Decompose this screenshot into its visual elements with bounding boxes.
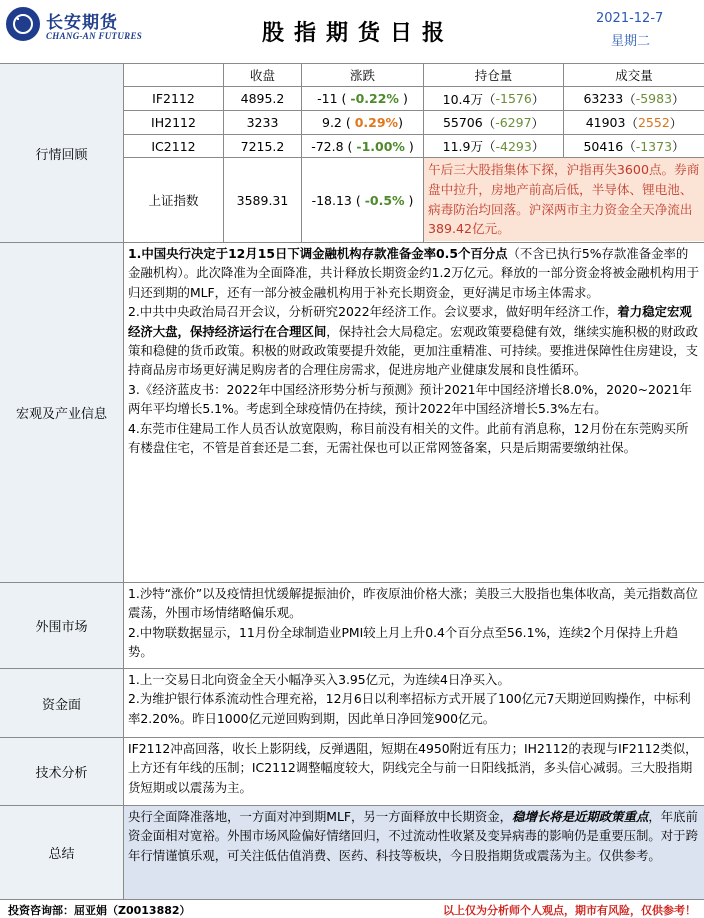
close-value: 4895.2 [224,87,302,111]
section-external [0,583,704,669]
index-change: -18.13 ( -0.5% ) [302,158,424,242]
section-macro [0,243,704,583]
section-label: 技术分析 [0,738,124,805]
col-header-close: 收盘 [224,64,302,87]
change-cell: -72.8 ( -1.00% ) [302,135,424,158]
paragraph: 1.上一交易日北向资金全天小幅净买入3.95亿元，为连续4日净买入。 [128,672,510,687]
paragraph: 2.为维护银行体系流动性合理充裕，12月6日以利率招标方式开展了100亿元7天期逆回购操作，中标利率2.20%。昨日1000亿元逆回购到期，因此单日净回笼900亿元。 [128,691,691,726]
changan-logo-icon [6,7,40,41]
paragraph: 1.沙特“涨价”以及疫情担忧缓解提振油价，昨夜原油价格大涨；美股三大股指也集体收高，美元指数高位震荡，外围市场情绪略偏乐观。 [128,586,698,621]
paragraph: 央行全面降准落地，一方面对冲到期MLF，另一方面释放中长期资金，稳增长将是近期政策重点，年底前资金面相对宽裕。外围市场风险偏好情绪回归，不过流动性收紧及变异病毒的影响仍是重要压制。对于跨年行情谨慎乐观，可关注低估值消费、医药、科技等板块，今日股指期货或震荡为主。仅供参考。 [128,809,698,863]
paragraph: 3.《经济蓝皮书：2022年中国经济形势分析与预测》预计2021年中国经济增长8.0%，2020~2021年两年平均增长5.1%。考虑到全球疫情仍在持续，预计2022年中国经济增长5.3%左右。 [128,381,692,417]
section-content [124,806,704,899]
section-technical [0,738,704,806]
change-cell: -11 ( -0.22% ) [302,87,424,111]
contract-name: IC2112 [124,135,224,158]
paragraph: 4.东莞市住建局工作人员否认放宽限购，称目前没有相关的文件。此前有消息称，12月份在东莞购买所有楼盘住宅，不管是首套还是二套，无需社保也可以正常网签备案，只是后期需要缴纳社保。 [128,420,689,456]
paragraph: IF2112冲高回落，收长上影阴线，反弹遇阻，短期在4950附近有压力；IH2112的表现与IF2112类似，上方还有年线的压制；IC2112调整幅度较大，阴线完全与前一日阳线抵消，多头信心减弱。三大股指期货短期或以震荡为主。 [128,741,698,795]
section-content [124,583,704,668]
paragraph: 2.中物联数据显示，11月份全球制造业PMI较上月上升0.4个百分点至56.1%，连续2个月保持上升趋势。 [128,624,679,660]
section-funds [0,669,704,738]
brand-name-cn: 长安期货 [46,13,118,33]
section-content [124,738,704,805]
contract-name: IF2112 [124,87,224,111]
report-table [0,63,704,863]
close-value: 3233 [224,111,302,135]
open-interest-cell: 10.4万 （ -1576 ） [424,87,564,111]
section-content [124,669,704,737]
close-value: 7215.2 [224,135,302,158]
report-header [0,0,704,63]
table-header-corner [124,64,224,87]
report-footer [0,900,704,918]
section-label: 行情回顾 [0,64,124,242]
col-header-open-interest: 持仓量 [424,64,564,87]
paragraph: 1.中国央行决定于12月15日下调金融机构存款准备金率0.5个百分点（不含已执行5%存款准备金率的金融机构）。此次降准为全面降准，共计释放长期资金约1.2万亿元。释放的一部分资金将被金融机构用于归还到期的MLF，还有一部分被金融机构用于补充长期资金，更好满足市场主体需求。 [128,246,700,300]
index-close: 3589.31 [224,158,302,242]
volume-cell: 41903 （ 2552 ） [564,111,704,135]
open-interest-cell: 11.9万 （ -4293 ） [424,135,564,158]
index-name: 上证指数 [124,158,224,242]
market-comment: 午后三大股指集体下探，沪指再失3600点。券商盘中拉升，房地产前高后低，半导体、锂电池、病毒防治均回落。沪深两市主力资金全天净流出389.42亿元。 [424,158,704,241]
contract-name: IH2112 [124,111,224,135]
brand-name-en: CHANG-AN FUTURES [46,31,143,41]
report-title: 股指期货日报 [262,21,455,46]
paragraph: 2.中共中央政治局召开会议，分析研究2022年经济工作。会议要求，做好明年经济工作，着力稳定宏观经济大盘，保持经济运行在合理区间，保持社会大局稳定。宏观政策要稳健有效，继续实施积极的财政政策和稳健的货币政策。积极的财政政策要提升效能，更加注重精准、可持续。要推进保障性住房建设，支持商品房市场更好满足购房者的合理住房需求，促进房地产业健康发展和良性循环。 [128,304,698,378]
section-label: 外围市场 [0,583,124,668]
col-header-volume: 成交量 [564,64,704,87]
report-weekday: 星期二 [611,34,651,49]
volume-cell: 50416 （ -1373 ） [564,135,704,158]
section-content [124,243,704,582]
analyst-credit: 投资咨询部：屈亚娟（Z0013882） [8,904,191,917]
section-summary [0,806,704,900]
change-cell: 9.2 ( 0.29% ) [302,111,424,135]
open-interest-cell: 55706 （ -6297 ） [424,111,564,135]
col-header-change: 涨跌 [302,64,424,87]
section-label: 总结 [0,806,124,899]
section-label: 资金面 [0,669,124,737]
volume-cell: 63233 （ -5983 ） [564,87,704,111]
section-label: 宏观及产业信息 [0,243,124,582]
risk-disclaimer: 以上仅为分析师个人观点，期市有风险，仅供参考！ [443,904,696,917]
report-date: 2021-12-7 [596,11,664,26]
section-market-review [0,64,704,243]
